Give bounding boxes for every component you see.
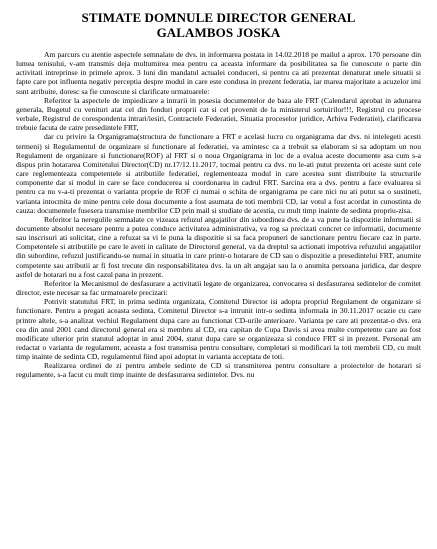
paragraph-documents: Referitor la aspectele de impiedicare a intrarii in posesia documentelor de baza ale FRT (Calendarul aprobat in adunarea generala, Bugetul cu venituri atat cel din fonduri proprii cat si cel provenit de la ministerul sortuirilor!!!, Registrul cu procese verbale, Registrul de corespondenta intrari/iesiri, Contractele Federatiei, Situatia proceselor juridice, Arhiva Federatiei), clarificarea trebuie facuta de catre presedintele FRT,: [16, 95, 421, 133]
title-line-1: STIMATE DOMNULE DIRECTOR GENERAL: [81, 10, 356, 25]
paragraph-statut: Potrivit statutului FRT, in prima sedinta organizata, Comitetul Director isi adopta propriul Regulament de organizare si functionare. Pentru a pregati aceasta sedinta, Comitetul Director s-a intrunit intr-o sedinta informala in 30.11.2017 ocazie cu care printre altele, s-a analizat vechiul Regulament dupa care au functionat CD-urile anterioare. Varianta pe care ati prezentat-o dvs. era cea din anul 2001 cand directorul general era si membru al CD, era capitan de Cupa Davis si avea multe competente care au fost modificate ulterior prin statutul adoptat in anul 2004, statut dupa care se organizeaza si conduce FRT si in prezent. Personal am redactat o varianta de regulament, aceasta a fost transmisa pentru consultare, completari si modificari la toti membrii CD, cu mult timp inainte de sedinta CD, regulamentul fiind apoi adoptat in varianta acceptata de toti.: [16, 297, 421, 362]
paragraph-ordine-de-zi: Realizarea ordinei de zi pentru ambele sedinte de CD si transmiterea pentru consultare a proiectelor de hotarari si regulamente, s-a facut cu mult timp inainte de desfasurarea sedintelor. Dvs. nu: [16, 361, 421, 380]
paragraph-organigrama: dar cu privire la Organigrama(structura de functionare a FRT e acelasi lucru cu organigrama dar dvs. ni intelegeti acesti termeni) si Regulamentul de organizare si functionare al federatiei, va amintesc ca a trebuit sa elaboram si sa adoptam un nou Regulament de organizare si functionare(ROF) al FRT si o noua Organigrama in loc de a evalua aceste documente asa cum s-a dispus prin hotararea Comitetului Director(CD) nr.17/12.11.2017, tocmai pentru ca dvs. nu le-ati putut prezenta ori aceste sunt cele care reglementeaza competentele si atributiile federatiei, reglementeaza modul in care acestea sunt distribuite la structurile componente dar si modul in care se face conducerea si coordonarea in cadrul FRT. Sarcina era a dvs. pentru a face evaluarea si pentru ca nu v-a-ti prezentat o varianta proprie de ROF ci numai o schita de organigrama pe care nici nu ati putut sa o sustineti, varianta intocmita de mine pentru cele doua documente a fost asumata de toti membrii CD, iar votul a fost acordat in cunostinta de cauza: documentele fusesera transmise membrilor CD prin mail si studiate de acestia, cu mult timp inainte de sedinta propriu-zisa.: [16, 132, 421, 215]
paragraph-mecanism: Referitor la Mecanismul de desfasurare a activitatii legate de organizarea, convocarea si desfasurarea sedintelor de comitet director, este necesar sa fac urmatoarele precizari:: [16, 278, 421, 298]
letter-title: [16, 10, 421, 40]
paragraph-nereguli: Referitor la neregulile semnalate ce vizeaza refuzul angajatilor din subordinea dvs. de a va pune la dispozitie informatii si documente absolut necesare pentru a putea conduce activitatea administrativa, va rog sa precizati concret ce informatii, documente sau inscrisuri ati solicitat, cine a refuzat sa vi le puna la dispozitie si sa faca propuneri de sanctionare pentru fiecare caz in parte. Competentele si atributiile pe care le aveti in calitate de Directorul general, va da dreptul sa actionati impotriva refuzului angajatilor din subordine, refuzul justificandu-se numai in situatia in care printr-o hotarare de CD sau o dispozitie a presedintelui FRT, anumite competente sau atributii ar fi fost trecute din responsabilitatea dvs. la un alt angajat sau la o anumita persoana juridica, dar despre astfel de hotarari nu a fost cazul pana in prezent.: [16, 214, 421, 279]
paragraph-intro: Am parcurs cu atentie aspectele semnalate de dvs. in informarea postata in 14.02.2018 pe mailul a aprox. 170 persoane din lumea tenisului, v-am transmis deja multumirea mea pentru ca aceasta informare da posibilitatea sa fie cunoscute o parte din activitati intreprinse in primele aprox. 3 luni din mandatul actualei conduceri, si pentru ca ati prezentat denaturat unele situatii si fapte care pot influenta negativ perceptia despre modul in care este condusa in prezent federatia, iar marea majoritate a acuzelor imi sunt atribuite, doresc sa fie cunoscute si clarificate urmatoarele:: [16, 50, 421, 96]
letter-body: [16, 50, 421, 380]
title-line-2: GALAMBOS JOSKA: [156, 25, 281, 40]
